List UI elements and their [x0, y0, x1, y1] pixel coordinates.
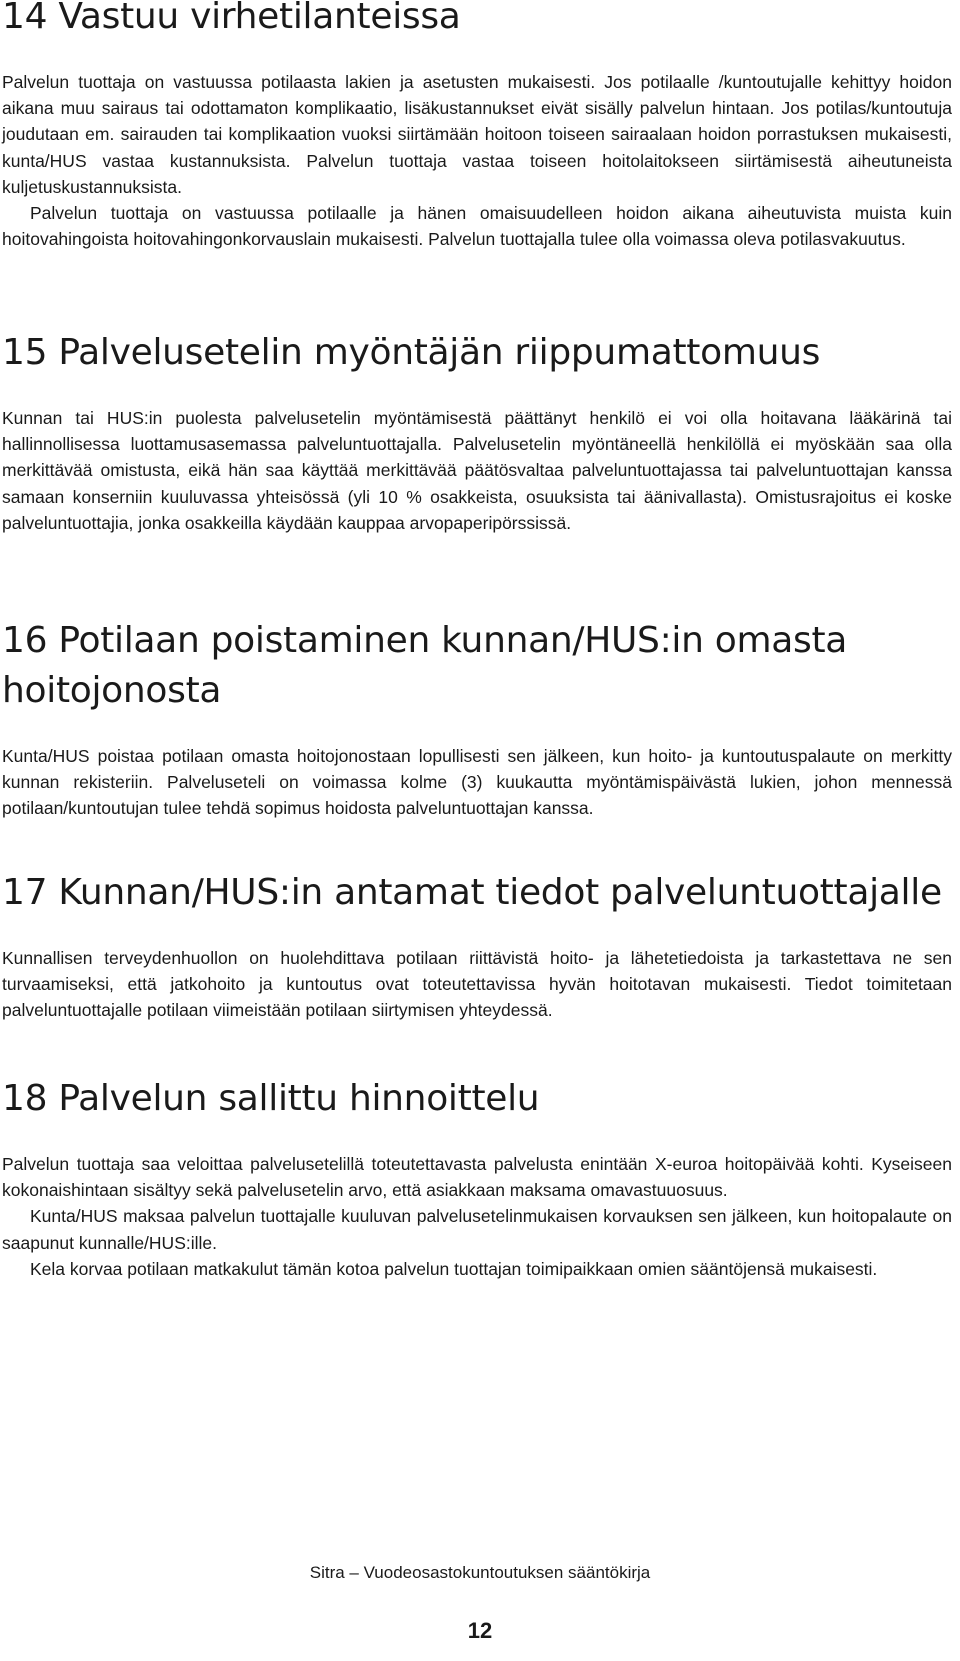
- section-18-paragraph-1: Palvelun tuottaja saa veloittaa palvelusetelillä toteutettavasta palvelusta enintään X-euroa hoitopäivää kohti. Kyseiseen kokonaishintaan sisältyy sekä palvelusetelin arvo, että asiakkaan maksama omavastuuosuus.: [2, 1154, 952, 1201]
- section-18-paragraph-3: Kela korvaa potilaan matkakulut tämän kotoa palvelun tuottajan toimipaikkaan omien sääntöjensä mukaisesti.: [30, 1258, 878, 1279]
- footer-document-title: Sitra – Vuodeosastokuntoutuksen sääntökirja: [309, 1563, 651, 1582]
- section-18-body: [2, 1151, 952, 1282]
- section-17-paragraph-1: Kunnallisen terveydenhuollon on huolehdittava potilaan riittävistä hoito- ja lähetetiedoista ja tarkastettava ne sen turvaamiseksi, että jatkohoito ja kuntoutus ovat toteutettavissa hyvän hoitotavan mukaisesti. Tiedot toimitetaan palveluntuottajalle potilaan viimeistään potilaan siirtymisen yhteydessä.: [2, 948, 952, 1021]
- section-15-heading: 15 Palvelusetelin myöntäjän riippumattomuus: [2, 332, 821, 373]
- page-number: 12: [467, 1618, 493, 1643]
- section-16-heading: 16 Potilaan poistaminen kunnan/HUS:in omasta hoitojonosta: [2, 620, 848, 711]
- section-15-paragraph-1: Kunnan tai HUS:in puolesta palvelusetelin myöntämisestä päättänyt henkilö ei voi olla hoitavana lääkärinä tai hallinnollisessa luottamusasemassa palveluntuottajalla. Palvelusetelin myöntäneellä henkilöllä ei myöskään saa olla merkittävää omistusta, eikä hän saa käyttää merkittävää päätösvaltaa palveluntuottajassa tai palveluntuottajan kanssa samaan konserniin kuuluvassa yhteisössä (yli 10 % osakkeista, osuuksista tai äänivallasta). Omistusrajoitus ei koske palveluntuottajia, jonka osakkeilla käydään kauppaa arvopaperipörssissä.: [2, 408, 952, 533]
- section-18-paragraph-2: Kunta/HUS maksaa palvelun tuottajalle kuuluvan palvelusetelinmukaisen korvauksen sen jälkeen, kun hoitopalaute on saapunut kunnalle/HUS:ille.: [2, 1206, 952, 1253]
- section-17-heading: 17 Kunnan/HUS:in antamat tiedot palveluntuottajalle: [2, 872, 942, 913]
- section-18-heading: 18 Palvelun sallittu hinnoittelu: [2, 1078, 540, 1119]
- section-14-paragraph-2: Palvelun tuottaja on vastuussa potilaalle ja hänen omaisuudelleen hoidon aikana aiheutuvista muista kuin hoitovahingoista hoitovahingonkorvauslain mukaisesti. Palvelun tuottajalla tulee olla voimassa oleva potilasvakuutus.: [2, 203, 952, 250]
- section-14-paragraph-1: Palvelun tuottaja on vastuussa potilaasta lakien ja asetusten mukaisesti. Jos potilaalle /kuntoutujalle kehittyy hoidon aikana muu sairaus tai odottamaton komplikaatio, lisäkustannukset eivät sisälly palvelun hintaan. Jos potilas/kuntoutuja joudutaan em. sairauden tai komplikaation vuoksi siirtämään hoitoon toiseen sairaalaan hoidon porrastuksen mukaisesti, kunta/HUS vastaa kustannuksista. Palvelun tuottaja vastaa toiseen hoitolaitokseen siirtämisestä aiheutuneista kuljetuskustannuksista.: [2, 72, 952, 197]
- section-14-body: [2, 69, 952, 252]
- section-14-heading: 14 Vastuu virhetilanteissa: [2, 0, 461, 37]
- section-17-body: [2, 945, 952, 1024]
- section-16-body: [2, 743, 952, 822]
- section-16-paragraph-1: Kunta/HUS poistaa potilaan omasta hoitojonostaan lopullisesti sen jälkeen, kun hoito- ja kuntoutuspalaute on merkitty kunnan rekisteriin. Palveluseteli on voimassa kolme (3) kuukautta myöntämispäivästä lukien, johon mennessä potilaan/kuntoutujan tulee tehdä sopimus hoidosta palveluntuottajan kanssa.: [2, 746, 952, 819]
- section-15-body: [2, 405, 952, 536]
